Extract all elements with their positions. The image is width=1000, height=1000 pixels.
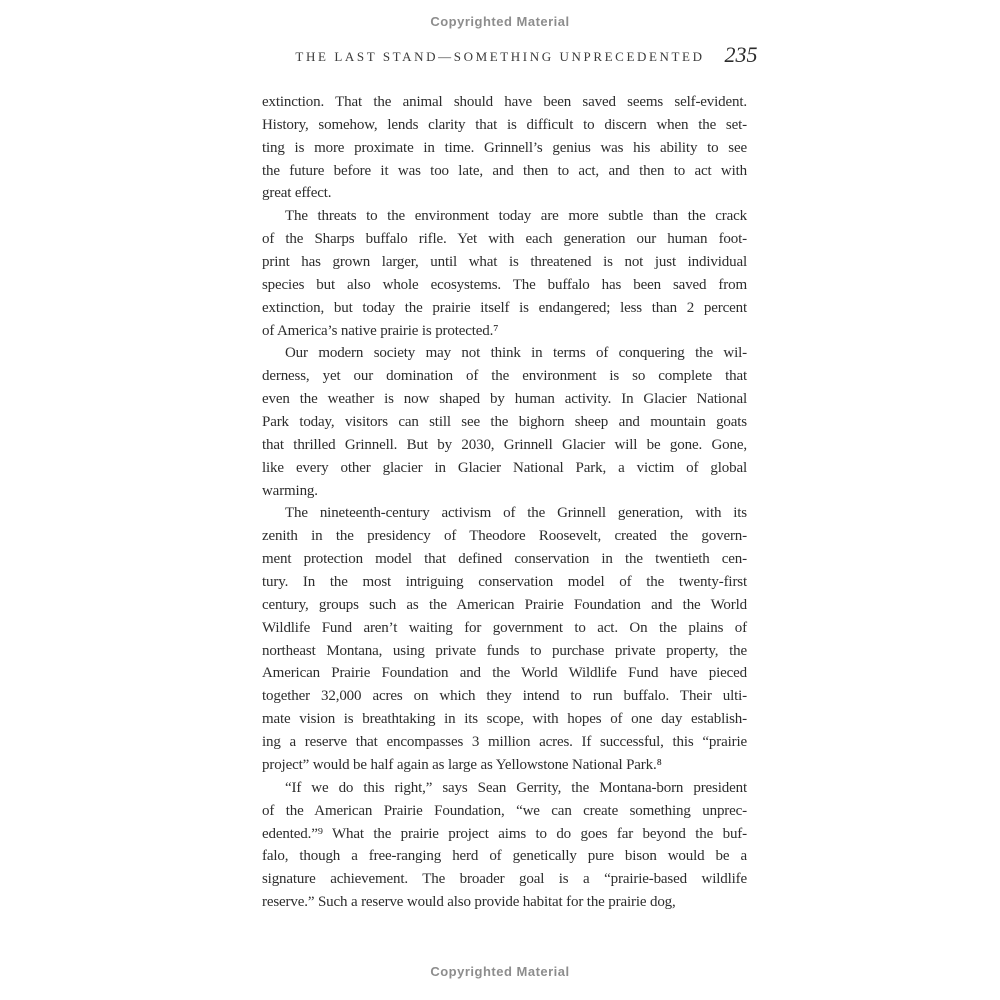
text-line: American Prairie Foundation and the World Wildlife Fund have pieced	[262, 665, 747, 682]
text-line: tury. In the most intriguing conservation model of the twenty-first	[262, 574, 747, 591]
text-line: History, somehow, lends clarity that is difficult to discern when the set-	[262, 116, 747, 133]
text-line: the future before it was too late, and then to act, and then to act with	[262, 162, 747, 179]
text-line: of the Sharps buffalo rifle. Yet with each generation our human foot-	[262, 231, 747, 248]
text-line: that thrilled Grinnell. But by 2030, Grinnell Glacier will be gone. Gone,	[262, 436, 747, 453]
text-line: northeast Montana, using private funds to purchase private property, the	[262, 642, 747, 659]
copyright-notice-bottom: Copyrighted Material	[430, 964, 570, 979]
text-line: The nineteenth-century activism of the Grinnell generation, with its	[285, 505, 747, 522]
text-line: like every other glacier in Glacier National Park, a victim of global	[262, 459, 747, 476]
running-header: THE LAST STAND—SOMETHING UNPRECEDENTED	[295, 49, 705, 64]
text-line: Wildlife Fund aren’t waiting for government to act. On the plains of	[262, 619, 747, 636]
text-line: great effect.	[262, 185, 332, 202]
text-line: reserve.” Such a reserve would also provide habitat for the prairie dog,	[262, 894, 676, 911]
text-line: ment protection model that defined conservation in the twentieth cen-	[262, 551, 747, 568]
text-line: The threats to the environment today are more subtle than the crack	[285, 208, 747, 225]
text-line: zenith in the presidency of Theodore Roosevelt, created the govern-	[262, 528, 747, 545]
text-line: of America’s native prairie is protected.⁷	[262, 322, 499, 339]
text-line: warming.	[262, 482, 318, 499]
text-line: ing a reserve that encompasses 3 million acres. If successful, this “prairie	[262, 734, 747, 751]
body-text	[262, 91, 747, 914]
copyright-notice-top: Copyrighted Material	[430, 14, 570, 29]
text-line: signature achievement. The broader goal is a “prairie-based wildlife	[262, 871, 747, 888]
text-line: project” would be half again as large as Yellowstone National Park.⁸	[262, 756, 662, 773]
text-line: together 32,000 acres on which they intend to run buffalo. Their ulti-	[262, 688, 747, 705]
text-line: extinction. That the animal should have been saved seems self-evident.	[262, 94, 747, 110]
text-line: ting is more proximate in time. Grinnell’s genius was his ability to see	[262, 139, 747, 156]
text-line: “If we do this right,” says Sean Gerrity, the Montana-born president	[285, 779, 747, 796]
text-line: Park today, visitors can still see the bighorn sheep and mountain goats	[262, 414, 747, 431]
text-line: century, groups such as the American Prairie Foundation and the World	[262, 596, 747, 613]
page-number: 235	[724, 42, 758, 67]
text-line: of the American Prairie Foundation, “we can create something unprec-	[262, 802, 747, 819]
text-line: print has grown larger, until what is threatened is not just individual	[262, 254, 747, 271]
text-line: Our modern society may not think in terms of conquering the wil-	[285, 345, 747, 362]
text-line: even the weather is now shaped by human activity. In Glacier National	[262, 391, 747, 408]
text-line: species but also whole ecosystems. The buffalo has been saved from	[262, 276, 747, 293]
text-line: edented.”⁹ What the prairie project aims to do goes far beyond the buf-	[262, 825, 747, 842]
text-line: falo, though a free-ranging herd of genetically pure bison would be a	[262, 848, 747, 865]
text-line: extinction, but today the prairie itself is endangered; less than 2 percent	[262, 299, 747, 316]
text-line: mate vision is breathtaking in its scope, with hopes of one day establish-	[262, 711, 747, 728]
text-line: derness, yet our domination of the environment is so complete that	[262, 368, 747, 385]
